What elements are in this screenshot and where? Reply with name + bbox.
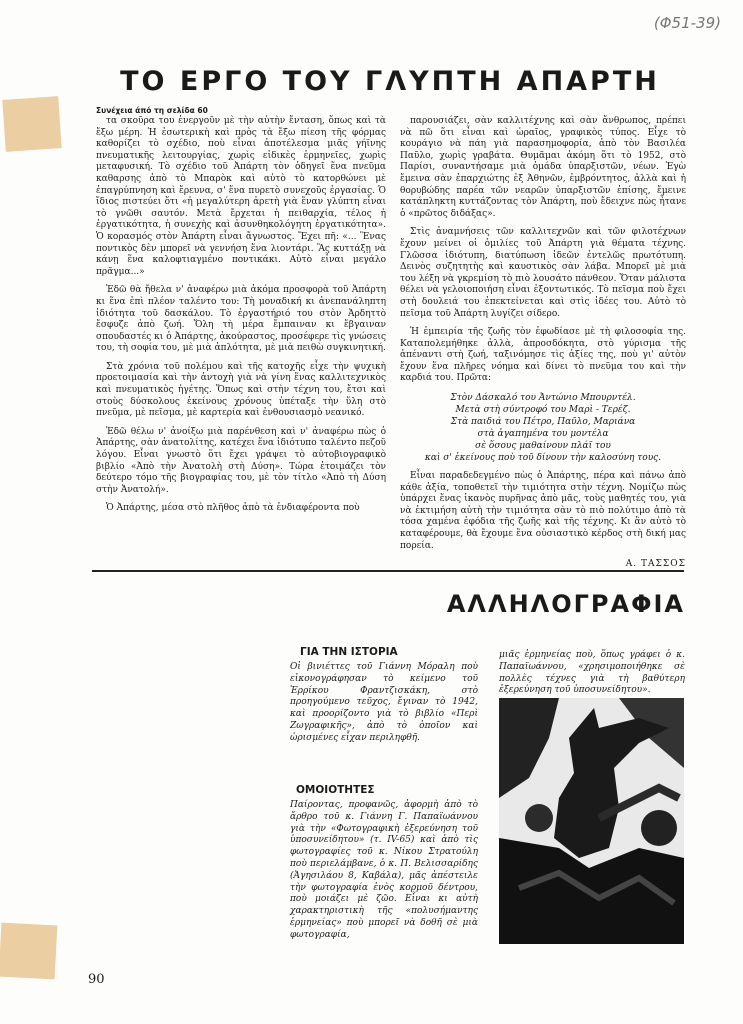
author-signature: Α. ΤΑΣΣΟΣ [625,559,686,570]
poem-line: στὰ ἀγαπημένα του μοντέλα [477,429,609,440]
similarities-continued: μιᾶς ἑρμηνείας ποὺ, ὅπως γράφει ὁ κ. Παπαϊωάννου, «χρησιμοποιήθηκε σὲ πολλὲς τέχνες γιὰ τὴ βαθύτερη ἐξερεύνηση τοῦ ὑποσυνείδητου». [499,650,685,696]
poem-line: Στὰ παιδιά του Πέτρο, Παῦλο, Μαριάνα [450,417,636,428]
handwritten-note: (Φ51-39) [653,14,721,32]
tape-strip-bottom [0,923,57,980]
tape-strip-top [2,96,61,152]
tree-trunk-photo [499,698,684,944]
paragraph: παρουσιάζει, σὰν καλλιτέχνης καὶ σὰν ἄνθρωπος, πρέπει νὰ πῶ ὅτι εἶναι καὶ ὡραῖος, γραφικὸς τύπος. Εἶχε τὸ κουράγιο νὰ πάη γιὰ παρασημοφορία, ἀπὸ τὸν Βασιλέα Παῦλο, χωρὶς γραβάτα. Θυμᾶμαι ἀκόμη ὅτι τὸ 1952, στὸ Παρίσι, συναντήσαμε μιὰ ὁμάδα ὑπαρξιστῶν, νέων. Ἐγὼ ἔμεινα σὰν ἐπαρχιώτης ἐξ Ἀθηνῶν, ἐμβρόντητος, ἀλλὰ καὶ ἡ θορυβώδης παρέα τῶν νεαρῶν ὑπαρξιστῶν ἐπίσης, ἔμεινε κατάπληκτη κυττάζοντας τὸν Ἀπάρτη, ποὺ ἔδειχνε πὼς ἦτανε ὁ «πρῶτος διδάξας». [400,116,686,219]
paragraph: Ἡ ἐμπειρία τῆς ζωῆς τὸν ἐφωδίασε μὲ τὴ φιλοσοφία της. Καταπολεμήθηκε ἀλλὰ, ἀπροσδόκητα, στὸ γύρισμα τῆς ἀπέναντι στὴ ζωή, ταξινόμησε τὶς ἀξίες της, ποὺ γι' αὐτὸν ἔχουν ἕνα πλῆρες νόημα καὶ δίνει τὸ πνεῦμα του καὶ τὴν καρδιά του. Πρῶτα: [400,327,686,384]
article-right-column [400,116,686,570]
continued-label: Συνέχεια άπό τη σελίδα 60 [96,106,208,115]
similarities-text: Παίροντας, προφανῶς, ἀφορμὴ ἀπὸ τὸ ἄρθρο τοῦ κ. Γιάννη Γ. Παπαϊωάννου γιὰ τὴν «Φωτογραφικὴ ἐξερεύνηση τοῦ ὑποσυνείδητου» (τ. IV-65) καὶ ἀπὸ τὶς φωτογραφίες τοῦ κ. Νίκου Στρατούλη ποὺ περιελάμβανε, ὁ κ. Π. Βελισσαρίδης (Ἀγησιλάου 8, Καβάλα), μᾶς ἀπέστειλε τὴν φωτογραφία ἑνὸς κορμοῦ δέντρου, ποὺ μοιάζει μὲ ζῶο. Εἶναι κι αὐτὴ χαρακτηριστικὴ τῆς «πολυσήμαντης ἑρμηνείας» ποὺ μπορεῖ νὰ δοθῆ σὲ μιὰ φωτογραφία, [290,800,478,940]
paragraph: Ὁ Ἀπάρτης, μέσα στὸ πλῆθος ἀπὸ τὰ ἐνδιαφέροντα ποὺ [106,503,360,514]
section-divider [92,570,684,572]
poem-line: καὶ σ' ἐκείνους ποὺ τοῦ δίνουν τὴν καλοσύνη τους. [424,453,662,464]
paragraph: Ἐδῶ θέλω ν' ἀνοίξω μιὰ παρένθεση καὶ ν' ἀναφέρω πὼς ὁ Ἀπάρτης, σὰν ἀνατολίτης, κατέχει ἕνα ἰδιότυπο ταλέντο πεζοῦ λόγου. Εἶναι γνωστὸ ὅτι ἔχει γράψει τὸ αὐτοβιογραφικὸ βιβλίο «Ἀπὸ τὴν Ἀνατολὴ στὴ Δύση». Τώρα ἑτοιμάζει τὸν δεύτερο τόμο τῆς βιογραφίας του, μὲ τὸν τίτλο «Ἀπὸ τὴ Δύση στὴν Ἀνατολή». [96,426,386,495]
tree-trunk-image [499,698,684,944]
paragraph: Στὶς ἀναμνήσεις τῶν καλλιτεχνῶν καὶ τῶν φιλοτέχνων ἔχουν μείνει οἱ ὁμιλίες τοῦ Ἀπάρτη γιὰ θέματα τέχνης. Γλῶσσα ἰδιότυπη, διατύπωση ἰδεῶν ἐντελῶς πρωτότυπη. Δεινὸς συζητητὴς καὶ καυστικὸς σὰν λάβα. Μπορεῖ μὲ μιὰ του λέξη νὰ γκρεμίση τὸ πιὸ λουσάτο πάνθεον. Ὅταν μάλιστα θέλει νὰ γελοιοποιήση εἶναι ἐξοντωτικός. Τὸ πεῖσμα ποὺ ἔχει στὴ δουλειά του ἐπεκτείνεται καὶ στὶς ἰδέες του. Αὐτὸ τὸ πεῖσμα τοῦ Ἀπάρτη λυγίζει σίδερο. [400,227,686,319]
similarities-heading: ΟΜΟΙΟΤΗΤΕΣ [296,784,375,796]
closing-paragraph: Εἶναι παραδεδεγμένο πὼς ὁ Ἀπάρτης, πέρα καὶ πάνω ἀπὸ κάθε ἀξία, τοποθετεῖ τὴν τιμιότητα στὴν τέχνη. Νομίζω πὼς ὑπάρχει ἕνας ἱκανὸς πυρῆνας ἀπὸ μᾶς, τοὺς μαθητές του, γιὰ νὰ ἐκτιμήση αὐτὴ τὴν τιμιότητα σὰν τὸ πιὸ πολύτιμο ἀπὸ τὰ τόσα χαμένα ἐφόδια τῆς ζωῆς καὶ τῆς τέχνης. Κι ἂν αὐτὸ τὸ καταφέρουμε, θὰ ἔχουμε ἕνα οὐσιαστικὸ κέρδος στὴ δική μας πορεία. [400,471,686,551]
poem-line: Στὸν Δάσκαλό του Ἀντώνιο Μπουρντέλ. [450,393,636,404]
article-title: ΤΟ ΕΡΓΟ ΤΟΥ ΓΛΥΠΤΗ ΑΠΑΡΤΗ [120,66,660,97]
dedication-poem [400,392,686,464]
history-text: Οἱ βινιέττες τοῦ Γιάννη Μόραλη ποὺ εἰκονογράφησαν τὸ κείμενο τοῦ Ἐρρίκου Φραντζισκάκη, στὸ προηγούμενο τεῦχος, ἔγιναν τὸ 1942, καὶ προορίζοντο γιὰ τὸ βιβλίο «Περὶ Ζωγραφικῆς», ἀπὸ τὸ ὁποῖον καὶ ὡρισμένες εἶχαν περιληφθῆ. [290,662,478,743]
paragraph: Ἐδῶ θὰ ἤθελα ν' ἀναφέρω μιὰ ἀκόμα προσφορὰ τοῦ Ἀπάρτη κι ἕνα ἐπὶ πλέον ταλέντο του: Τὴ μοναδική κι ἀνεπανάληπτη ἰδιότητα τοῦ δασκάλου. Τὸ ἐργαστήριό του στὸν Ἀρδηττὸ ἔσφυζε ἀπὸ ζωή. Ὅλη τὴ μέρα ἔμπαιναν κι ἔβγαιναν σπουδαστές κι ὁ Ἀπάρτης, ἀκούραστος, προσέφερε τὶς γνώσεις του, τὴ σοφία του, μὲ μιὰ ἁπλότητα, μὲ μιὰ πειθὼ συγκινητική. [96,285,386,354]
history-heading: ΓΙΑ ΤΗΝ ΙΣΤΟΡΙΑ [300,646,398,658]
poem-line: Μετὰ στὴ σύντροφό του Μαρὶ - Τερέζ. [455,405,631,416]
paragraph: τα σκοῦρα του ἐνεργοῦν μὲ τὴν αὐτὴν ἔνταση, ὅπως καὶ τὰ ἔξω μέρη. Ἡ ἐσωτερικὴ καὶ πρὸς τὰ ἔξω πίεση τῆς φόρμας καθορίζει τὸ σχέδιο, ποὺ εἶναι ἀποτέλεσμα μιᾶς γήϊνης πνευματικῆς λειτουργίας, χωρὶς εἰδικὲς ἑρμηνεῖες, χωρὶς μεταφυσική. Τὸ σχέδιο τοῦ Ἀπάρτη τὸν ὁδηγεῖ ἕνα πνεῦμα καθαρσης ἀπὸ τὸ Μπαρὸκ καὶ αὐτὸ τὸ κατορθώνει μὲ ἐπαγρύπνηση καὶ ἔρευνα, σ' ἕνα πυρετὸ συνεχοῦς ἐργασίας. Ὁ ἴδιος πιστεύει ὅτι «ἡ μεγαλύτερη ἀρετὴ γιὰ ἕναν γλύπτη εἶναι τὸ γνῶθι σαυτόν. Μετὰ ἔρχεται ἡ πειθαρχία, τέλος ἡ ἐργατικότητα, ἡ συνεχὴς καὶ ἀσυνθηκολόγητη ἐργατικότητα». Ὁ κορασμός στὸν Ἀπάρτη εἶναι ἄγνωστος. Ἔχει πῆ: «... Ἕνας ποντικὸς δὲν μπορεῖ νὰ γεννήση ἕνα λιοντάρι. Ἂς κυττάξῃ νὰ κάνῃ ἕνα καλοφτιαγμένο ποντικάκι. Αὐτὸ εἶναι μεγάλο πρᾶγμα...» [96,116,386,277]
page-number: 90 [88,972,105,987]
paragraph: Στὰ χρόνια τοῦ πολέμου καὶ τῆς κατοχῆς εἶχε τὴν ψυχικὴ προετοιμασία καὶ τὴν ἀντοχὴ γιὰ νὰ γίνη ἕνας καλλιτεχνικὸς καὶ πνευματικὸς ἡγέτης. Ὅπως καὶ στὴν τέχνη του, ἔτσι καὶ στοὺς δύσκολους ἐκείνους χρόνους ὑπέταξε τὴν ὕλη στὸ πνεῦμα, μὲ πεῖσμα, μὲ καρτερία καὶ ἐνθουσιασμὸ νεανικό. [96,361,386,419]
poem-line: σὲ ὅσους μαθαίνουν πλάϊ του [475,441,611,452]
article-left-column [96,116,386,562]
section-title: ΑΛΛΗΛΟΓΡΑΦΙΑ [446,590,685,618]
